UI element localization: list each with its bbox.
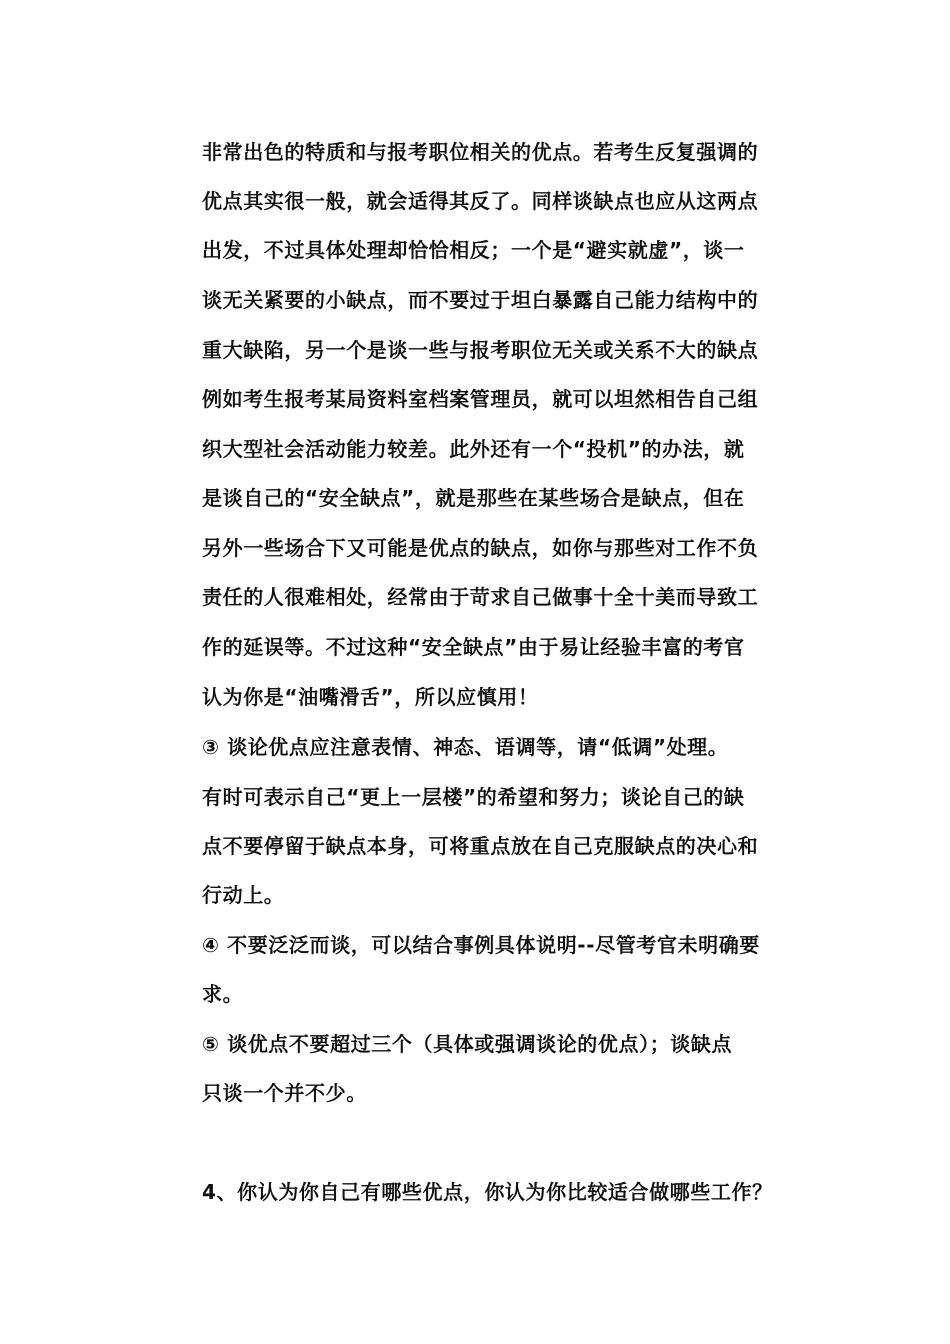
point-3-line-1: ③ 谈论优点应注意表情、神态、语调等，请“低调”处理。	[202, 735, 729, 759]
text-line-1: 非常出色的特质和与报考职位相关的优点。若考生反复强调的	[202, 140, 759, 164]
point-3-line-4: 行动上。	[202, 883, 285, 907]
point-5-line-2: 只谈一个并不少。	[202, 1081, 367, 1105]
point-4-line-1: ④ 不要泛泛而谈，可以结合事例具体说明--尽管考官未明确要	[202, 933, 760, 957]
text-line-9: 另外一些场合下又可能是优点的缺点，如你与那些对工作不负	[202, 536, 759, 560]
text-line-12: 认为你是“油嘴滑舌”，所以应慎用！	[202, 685, 539, 709]
point-3-line-2: 有时可表示自己“更上一层楼”的希望和努力；谈论自己的缺	[202, 785, 745, 809]
text-line-7: 织大型社会活动能力较差。此外还有一个“投机”的办法，就	[202, 437, 745, 461]
text-line-2: 优点其实很一般，就会适得其反了。同样谈缺点也应从这两点	[202, 189, 759, 213]
point-4-line-2: 求。	[202, 982, 244, 1006]
text-line-5: 重大缺陷，另一个是谈一些与报考职位无关或关系不大的缺点	[202, 338, 759, 362]
text-line-11: 作的延误等。不过这种“安全缺点”由于易让经验丰富的考官	[202, 635, 745, 659]
text-line-6: 例如考生报考某局资料室档案管理员，就可以坦然相告自己组	[202, 387, 759, 411]
question-heading: 4、你认为你自己有哪些优点，你认为你比较适合做哪些工作？	[202, 1180, 773, 1204]
text-line-3: 出发，不过具体处理却恰恰相反；一个是“避实就虚”，谈一	[202, 238, 745, 262]
text-line-4: 谈无关紧要的小缺点，而不要过于坦白暴露自己能力结构中的	[202, 288, 759, 312]
point-3-line-3: 点不要停留于缺点本身，可将重点放在自己克服缺点的决心和	[202, 834, 759, 858]
text-line-10: 责任的人很难相处，经常由于苛求自己做事十全十美而导致工	[202, 585, 759, 609]
text-line-8: 是谈自己的“安全缺点”，就是那些在某些场合是缺点，但在	[202, 486, 745, 510]
point-5-line-1: ⑤ 谈优点不要超过三个（具体或强调谈论的优点）；谈缺点	[202, 1032, 733, 1056]
